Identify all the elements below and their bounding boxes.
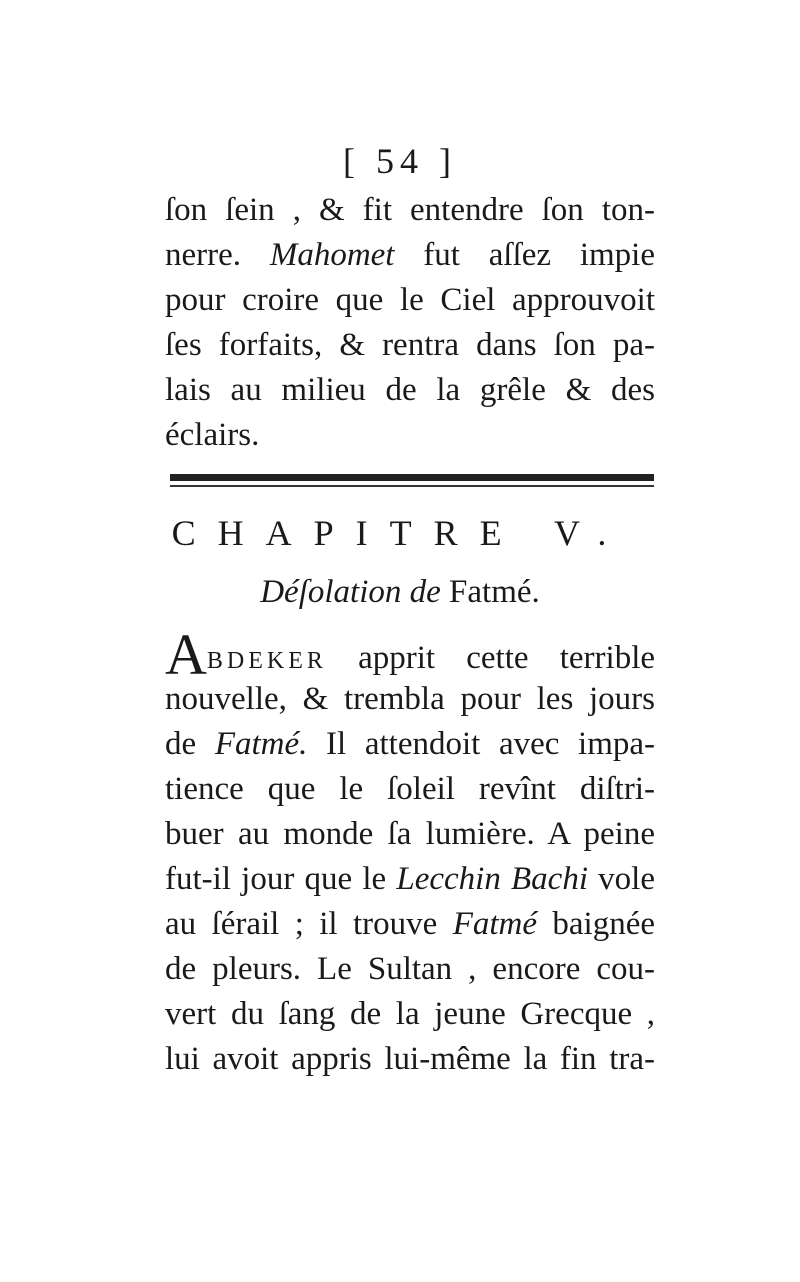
chapter-subtitle-italic: Déſolation de xyxy=(260,574,441,610)
text-line: lais au milieu de la grêle & des xyxy=(165,372,655,408)
text-line: buer au monde ſa lumière. A peine xyxy=(165,816,655,852)
drop-cap: A xyxy=(165,622,207,687)
name-fatme: Fatmé xyxy=(452,906,538,942)
text-fragment: Il attendoit avec impa- xyxy=(326,726,656,762)
chapter-subtitle-name: Fatmé. xyxy=(449,574,540,610)
text-fragment: au ſérail ; il trouve xyxy=(165,906,438,942)
text-line: vert du ſang de la jeune Grecque , xyxy=(165,996,655,1032)
name-mahomet: Mahomet xyxy=(269,237,395,273)
first-word-small-caps: BDEKER xyxy=(206,648,327,674)
text-line xyxy=(165,233,655,278)
text-line: de pleurs. Le Sultan , encore cou- xyxy=(165,951,655,987)
text-fragment: apprit cette terrible xyxy=(358,640,656,676)
name-fatme: Fatmé. xyxy=(214,726,308,762)
text-fragment: baignée xyxy=(552,906,656,942)
text-line xyxy=(165,622,656,687)
top-paragraph xyxy=(165,188,655,458)
chapter-subtitle xyxy=(0,574,800,611)
text-fragment: de xyxy=(165,726,197,762)
text-line: ſon ſein , & fit entendre ſon ton- xyxy=(165,192,655,228)
text-fragment: fut-il jour que le xyxy=(165,861,387,897)
text-fragment: fut aſſez impie xyxy=(423,237,656,273)
section-divider-thick xyxy=(170,474,654,481)
text-line: éclairs. xyxy=(165,417,260,453)
name-lecchin-bachi: Lecchin Bachi xyxy=(396,861,588,897)
text-line: lui avoit appris lui-même la fin tra- xyxy=(165,1041,655,1077)
text-line: ſes forfaits, & rentra dans ſon pa- xyxy=(165,327,655,363)
chapter-body xyxy=(165,622,656,1082)
text-line xyxy=(165,722,655,767)
text-line xyxy=(165,902,655,947)
page-number: [ 54 ] xyxy=(343,141,457,181)
text-fragment: vole xyxy=(598,861,655,897)
text-line xyxy=(165,857,655,902)
text-line: nouvelle, & trembla pour les jours xyxy=(165,681,655,717)
section-divider-thin xyxy=(170,485,654,487)
chapter-heading: CHAPITRE V. xyxy=(171,513,629,553)
text-line: tience que le ſoleil revînt diſtri- xyxy=(165,771,655,807)
text-fragment: nerre. xyxy=(165,237,242,273)
text-line: pour croire que le Ciel approuvoit xyxy=(165,282,655,318)
